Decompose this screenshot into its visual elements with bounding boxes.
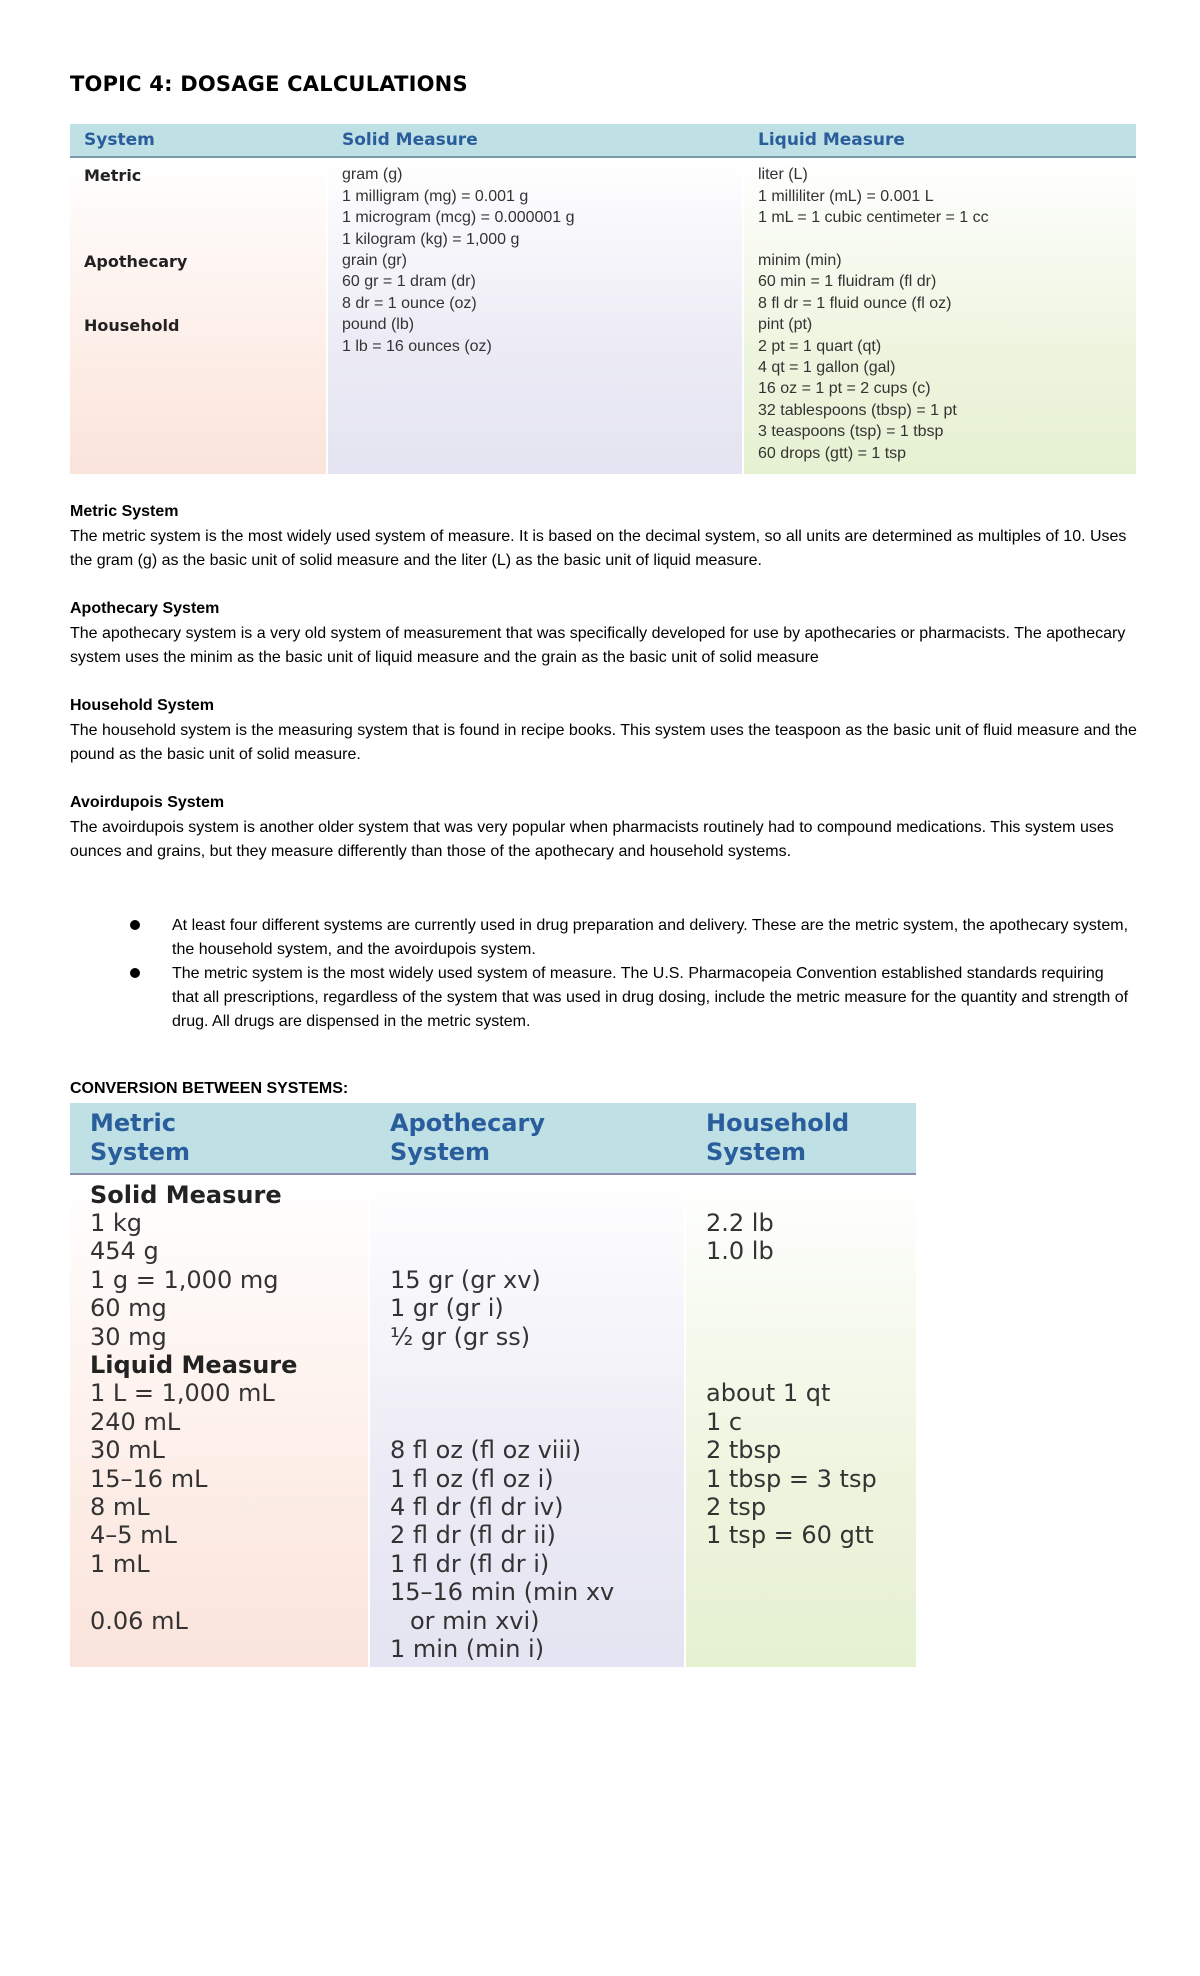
liquid-row: 16 oz = 1 pt = 2 cups (c): [758, 380, 931, 397]
solid-row: 8 dr = 1 ounce (oz): [342, 295, 477, 312]
liquid-row: 60 min = 1 fluidram (fl dr): [758, 273, 937, 290]
household-row: about 1 qt: [706, 1379, 831, 1407]
system-household: Household: [84, 316, 180, 335]
liquid-row: minim (min): [758, 252, 842, 269]
section-body-apothecary: The apothecary system is a very old system of measurement that was specifically developed for use by apothecaries or pharmacists. The apothecary system uses the minim as the basic unit of liquid measure and the grain as the basic unit of solid measure: [70, 625, 1126, 666]
conversion-table: [70, 1103, 916, 1667]
metric-column: [70, 1175, 368, 1667]
metric-row: 4–5 mL: [90, 1521, 177, 1549]
section-body-avoirdupois: The avoirdupois system is another older system that was very popular when pharmacists routinely had to compound medications. This system uses ounces and grains, but they measure differently than those of the apothecary and household systems.: [70, 819, 1114, 860]
apothecary-row: 1 fl dr (fl dr i): [390, 1550, 550, 1578]
metric-row: 8 mL: [90, 1493, 150, 1521]
metric-row: 1 mL: [90, 1550, 150, 1578]
apothecary-row: 1 min (min i): [390, 1635, 545, 1663]
apothecary-row: 1 fl oz (fl oz i): [390, 1465, 554, 1493]
section-body-household: The household system is the measuring system that is found in recipe books. This system uses the teaspoon as the basic unit of fluid measure and the pound as the basic unit of solid measure.: [70, 722, 1137, 763]
solid-row: 1 kilogram (kg) = 1,000 g: [342, 231, 520, 248]
page-title: TOPIC 4: DOSAGE CALCULATIONS: [70, 72, 468, 96]
solid-row: 1 milligram (mg) = 0.001 g: [342, 188, 529, 205]
metric-row: 15–16 mL: [90, 1465, 208, 1493]
apothecary-row: or min xvi): [410, 1607, 540, 1635]
section-heading-household: Household System: [70, 697, 215, 714]
header-household-system: Household System: [706, 1109, 850, 1166]
solid-row: gram (g): [342, 166, 403, 183]
liquid-row: pint (pt): [758, 316, 813, 333]
apothecary-row: 15–16 min (min xv: [390, 1578, 615, 1606]
metric-row: 240 mL: [90, 1408, 181, 1436]
apothecary-row: 4 fl dr (fl dr iv): [390, 1493, 564, 1521]
measurement-systems-table: [70, 124, 1136, 474]
bullet-dot-icon: [130, 968, 140, 978]
liquid-row: 3 teaspoons (tsp) = 1 tbsp: [758, 423, 944, 440]
solid-row: 60 gr = 1 dram (dr): [342, 273, 476, 290]
metric-row: 0.06 mL: [90, 1607, 188, 1635]
liquid-row: 4 qt = 1 gallon (gal): [758, 359, 896, 376]
solid-measure-label: Solid Measure: [90, 1181, 282, 1209]
metric-row: 454 g: [90, 1237, 159, 1265]
household-row: 1 tbsp = 3 tsp: [706, 1465, 877, 1493]
conversion-heading: CONVERSION BETWEEN SYSTEMS:: [70, 1080, 349, 1097]
metric-row: 1 kg: [90, 1209, 143, 1237]
section-heading-apothecary: Apothecary System: [70, 600, 220, 617]
liquid-row: 1 milliliter (mL) = 0.001 L: [758, 188, 934, 205]
header-metric-system: Metric System: [90, 1109, 190, 1166]
solid-row: 1 microgram (mcg) = 0.000001 g: [342, 209, 575, 226]
apothecary-row: 1 gr (gr i): [390, 1294, 504, 1322]
header-system: System: [84, 130, 155, 150]
header-solid-measure: Solid Measure: [342, 130, 478, 150]
liquid-row: liter (L): [758, 166, 808, 183]
household-row: 2.2 lb: [706, 1209, 774, 1237]
apothecary-column: [370, 1175, 684, 1667]
header-apothecary-system: Apothecary System: [390, 1109, 545, 1166]
section-heading-avoirdupois: Avoirdupois System: [70, 794, 225, 811]
liquid-measure-label: Liquid Measure: [90, 1351, 298, 1379]
apothecary-row: ½ gr (gr ss): [390, 1323, 531, 1351]
household-row: 1 c: [706, 1408, 743, 1436]
household-row: 1.0 lb: [706, 1237, 774, 1265]
system-apothecary: Apothecary: [84, 252, 188, 271]
solid-row: grain (gr): [342, 252, 407, 269]
table-header-row: [70, 124, 1136, 158]
household-row: 2 tsp: [706, 1493, 767, 1521]
system-metric: Metric: [84, 166, 142, 185]
liquid-row: 32 tablespoons (tbsp) = 1 pt: [758, 402, 957, 419]
apothecary-row: 15 gr (gr xv): [390, 1266, 541, 1294]
liquid-row: 1 mL = 1 cubic centimeter = 1 cc: [758, 209, 989, 226]
system-column: [70, 158, 326, 474]
header-liquid-measure: Liquid Measure: [758, 130, 905, 150]
household-column: [686, 1175, 916, 1667]
household-row: 1 tsp = 60 gtt: [706, 1521, 874, 1549]
metric-row: 1 g = 1,000 mg: [90, 1266, 279, 1294]
metric-row: 30 mL: [90, 1436, 165, 1464]
solid-row: pound (lb): [342, 316, 415, 333]
liquid-row: 8 fl dr = 1 fluid ounce (fl oz): [758, 295, 952, 312]
table-header-row: [70, 1103, 916, 1175]
bullet-text: The metric system is the most widely used system of measure. The U.S. Pharmacopeia Convention established standards requiring that all prescriptions, regardless of the system that was used in drug dosing, include the metric measure for the quantity and strength of drug. All drugs are dispensed in the metric system.: [172, 965, 1129, 1030]
apothecary-row: 2 fl dr (fl dr ii): [390, 1521, 556, 1549]
apothecary-row: 8 fl oz (fl oz viii): [390, 1436, 582, 1464]
liquid-row: 2 pt = 1 quart (qt): [758, 338, 882, 355]
section-heading-metric: Metric System: [70, 503, 179, 520]
liquid-measure-column: [744, 158, 1136, 474]
metric-row: 1 L = 1,000 mL: [90, 1379, 275, 1407]
bullet-text: At least four different systems are currently used in drug preparation and delivery. These are the metric system, the apothecary system, the household system, and the avoirdupois system.: [172, 917, 1129, 958]
section-body-metric: The metric system is the most widely used system of measure. It is based on the decimal system, so all units are determined as multiples of 10. Uses the gram (g) as the basic unit of solid measure and the liter (L) as the basic unit of liquid measure.: [70, 528, 1127, 569]
metric-row: 30 mg: [90, 1323, 167, 1351]
bullet-dot-icon: [130, 920, 140, 930]
solid-measure-column: [328, 158, 742, 474]
liquid-row: 60 drops (gtt) = 1 tsp: [758, 445, 907, 462]
solid-row: 1 lb = 16 ounces (oz): [342, 338, 492, 355]
metric-row: 60 mg: [90, 1294, 167, 1322]
household-row: 2 tbsp: [706, 1436, 782, 1464]
